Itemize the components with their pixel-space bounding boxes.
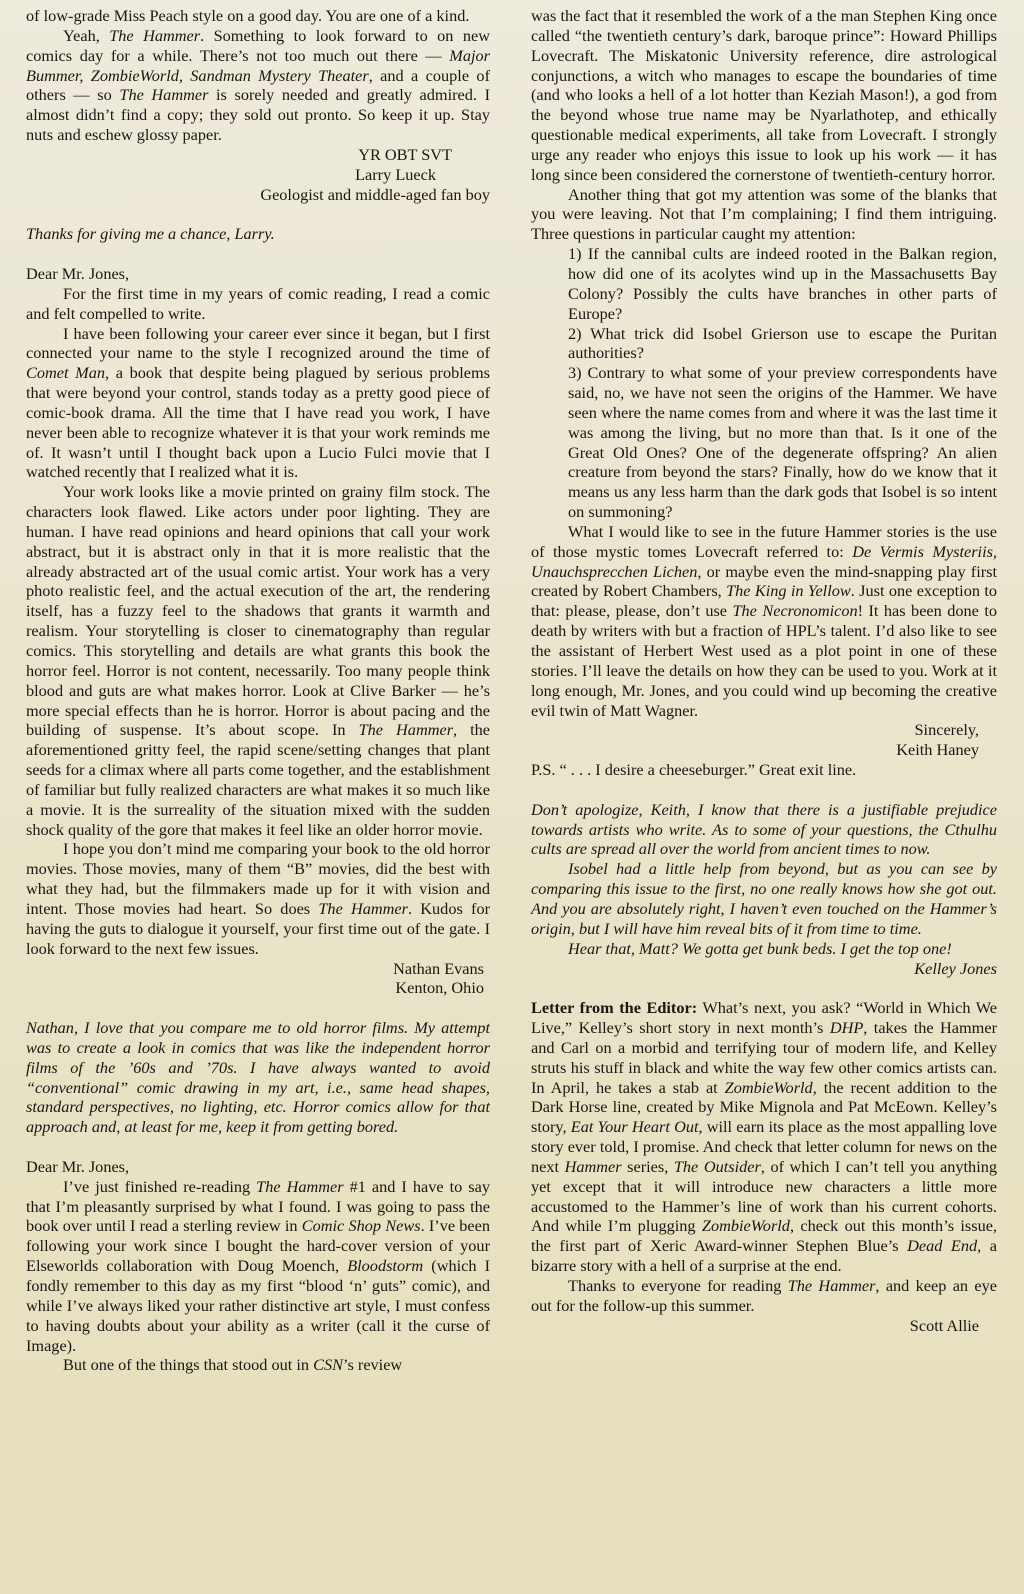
letter-3-paragraph: I’ve just finished re-reading The Hammer #1 and I have to say that I’m pleasantly surprised by what I found. I was going to pass the book over until I read a sterling review in Comic Shop News. I’ve been following your work since I bought the hard-cover version of your Elseworlds collaboration with Doug Moench, Bloodstorm (which I fondly remember to this day as my first “blood ‘n’ guts” comic), and while I’ve always liked your rather distinctive art style, I must confess to having doubts about your ability as a writer (call it the curse of Image).	[26, 1176, 491, 1355]
letter-1-paragraph: Yeah, The Hammer. Something to look forward to on new comics day for a while. There’s not too much out there — Major Bummer, ZombieWorld, Sandman Mystery Theater, and a couple of others — so The Hammer is sorely needed and greatly admired. I almost didn’t find a copy; they sold out pronto. So keep it up. Stay nuts and eschew glossy paper.	[26, 25, 490, 145]
letter-2-paragraph: I hope you don’t mind me comparing your book to the old horror movies. Those movies, many of them “B” movies, did the best with what they had, but the filmmakers made up for it with vision and intent. Those movies had heart. So does The Hammer. Kudos for having the guts to dialogue it yourself, your first time out of the gate. I look forward to the next few issues.	[26, 839, 491, 958]
letter-1-signoff: YR OBT SVT	[358, 144, 452, 164]
letter-1-paragraph: of low-grade Miss Peach style on a good day. You are one of a kind.	[26, 6, 470, 25]
letter-2-paragraph: I have been following your career ever since it began, but I first connected your name to the style I recognized around the time of Comet Man, a book that despite being plagued by serious problems that were beyond your control, stands today as a pretty good piece of comic-book drama. All the time that I have read you work, I have never been able to recognize whatever it is that your work reminds me of. It wasn’t until I thought back upon a Lucio Fulci movie that I watched recently that I realized what it is.	[26, 323, 491, 482]
letter-2-reply: Nathan, I love that you compare me to old horror films. My attempt was to create a look in comics that was like the independent horror films of the ’60s and ’70s. I have always wanted to avoid “conventional” comic drawing in my art, i.e., same head shapes, standard perspectives, no lighting, etc. Horror comics allow for that approach and, at least for me, keep it from getting bored.	[26, 1018, 490, 1137]
editor-letter-paragraph: Thanks to everyone for reading The Hammer, and keep an eye out for the follow-up this summer.	[531, 1276, 997, 1315]
letter-3-author: Keith Haney	[896, 740, 979, 760]
left-column	[26, 6, 490, 1375]
letter-2-paragraph: For the first time in my years of comic reading, I read a comic and felt compelled to write.	[26, 283, 490, 323]
editor-signature: Scott Allie	[909, 1315, 979, 1335]
letter-2-location: Kenton, Ohio	[395, 978, 484, 998]
letter-3-reply: Don’t apologize, Keith, I know that there is a justifiable prejudice towards artists who write. As to some of your questions, the Cthulhu cults are spread all over the world from ancient times to now.	[531, 799, 997, 859]
letter-1-reply: Thanks for giving me a chance, Larry.	[26, 224, 275, 244]
letter-3-signoff: Sincerely,	[914, 720, 979, 740]
letter-3-reply: Hear that, Matt? We gotta get bunk beds. I get the top one!	[568, 938, 952, 958]
letter-2-author: Nathan Evans	[393, 958, 484, 978]
letter-3-postscript: P.S. “ . . . I desire a cheeseburger.” Great exit line.	[531, 760, 857, 780]
letter-3-paragraph: Another thing that got my attention was some of the blanks that you were leaving. Not that I’m complaining; I find them intriguing. Three questions in particular caught my attention:	[531, 184, 997, 244]
letter-1-author: Larry Lueck	[355, 164, 436, 184]
letter-3-question: 2) What trick did Isobel Grierson use to escape the Puritan authorities?	[568, 323, 997, 363]
editor-letter-heading: Letter from the Editor:	[531, 998, 698, 1018]
letter-2-salutation: Dear Mr. Jones,	[26, 263, 130, 283]
letter-3-salutation: Dear Mr. Jones,	[26, 1156, 130, 1176]
letter-3-reply: Isobel had a little help from beyond, but as you can see by comparing this issue to the first, no one really knows how she got out. And you are absolutely right, I haven’t even touched on the Hammer’s origin, but I will have him reveal bits of it from time to time.	[531, 859, 997, 938]
letter-3-paragraph: But one of the things that stood out in CSN’s review	[63, 1355, 403, 1375]
letter-3-paragraph: What I would like to see in the future Hammer stories is the use of those mystic tomes Lovecraft referred to: De Vermis Mysteriis, Unauchsprecchen Lichen, or maybe even the mind-snapping play first created by Robert Chambers, The King in Yellow. Just one exception to that: please, please, don’t use The Necronomicon! It has been done to death by writers with but a fraction of HPL’s talent. I’d also like to see the assistant of Herbert West used as a plot point in one of these stories. I’ll leave the details on how they can be used to you. Work at it long enough, Mr. Jones, and you could wind up becoming the creative evil twin of Matt Wagner.	[531, 521, 998, 720]
letter-3-question: 3) Contrary to what some of your preview correspondents have said, no, we have not seen the origins of the Hammer. We have seen where the name comes from and where it was the last time it was among the living, but no more than that. Is it one of the Great Old Ones? One of the degenerate offspring? An alien creature from beyond the stars? Finally, how do we know that it means us any less harm than the dark gods that Isobel is so intent on summoning?	[568, 363, 997, 522]
letter-3-paragraph: was the fact that it resembled the work of a the man Stephen King once called “the twentieth century’s dark, baroque prince”: Howard Phillips Lovecraft. The Miskatonic University reference, dire astrological conjunctions, a witch who manages to escape the boundaries of time (and who looks a hell of a lot hotter than Keziah Mason!), a god from the beyond whose true name may be Nyarlathotep, and ethically questionable medical experiments, all take from Lovecraft. I strongly urge any reader who enjoys this issue to look up his work — it has long since been considered the cornerstone of twentieth-century horror.	[531, 6, 997, 184]
letter-1-author-title: Geologist and middle-aged fan boy	[260, 184, 490, 204]
editor-letter-paragraph: Letter from the Editor: What’s next, you ask? “World in Which We Live,” Kelley’s short story in next month’s DHP, takes the Hammer and Carl on a morbid and terrifying tour of modern life, and Kelley struts his stuff in black and white the way few other comics artists can. In April, he takes a stab at ZombieWorld, the recent addition to the Dark Horse line, created by Mike Mignola and Pat McEown. Kelley’s story, Eat Your Heart Out, will earn its place as the most appalling love story ever told, I promise. And check that letter column for news on the next Hammer series, The Outsider, of which I can’t tell you anything yet except that it will introduce new characters a little more accustomed to the Hammer’s line of work than his current cohorts. And while I’m plugging ZombieWorld, check out this month’s issue, the first part of Xeric Award-winner Stephen Blue’s Dead End, a bizarre story with a hell of a surprise at the end.	[531, 998, 998, 1276]
reply-author: Kelley Jones	[914, 958, 997, 978]
letter-2-paragraph: Your work looks like a movie printed on grainy film stock. The characters look flawed. Like actors under poor lighting. They are human. I have read opinions and heard opinions that call your work abstract, but it is abstract only in that it is more realistic that the already abstracted art of the usual comic artist. Your work has a very photo realistic feel, and the actual execution of the art, the rendering itself, has a fuzzy feel to the shadows that grants it warmth and realism. Your storytelling is closer to cinematography than regular comics. This storytelling and details are what grants this book the horror feel. Horror is not content, necessarily. Too many people think blood and guts are what makes horror. Look at Clive Barker — he’s more special effects than he is horror. Horror is about pacing and the building of suspense. It’s about scope. In The Hammer, the aforementioned gritty feel, the rapid scene/setting changes that plant seeds for a climax where all parts come together, and the establishment of familiar but fully realized characters are what makes it so much like a movie. It is the surreality of the situation mixed with the sudden shock quality of the gore that makes it feel like an older horror movie.	[26, 482, 491, 839]
right-column	[531, 6, 997, 1336]
letter-3-question: 1) If the cannibal cults are indeed rooted in the Balkan region, how did one of its acolytes wind up in the Massachusetts Bay Colony? Possibly the cults have branches in other parts of Europe?	[568, 244, 997, 323]
